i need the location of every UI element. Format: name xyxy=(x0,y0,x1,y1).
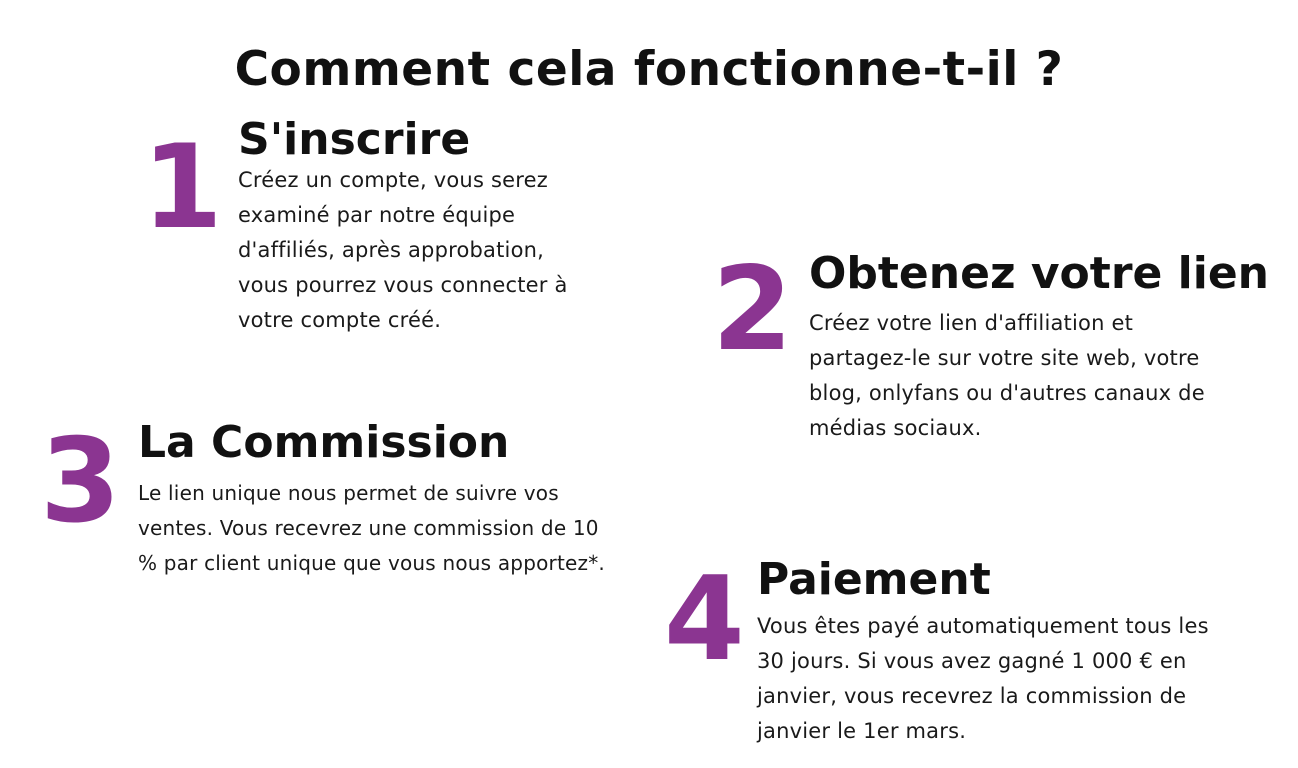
step-1-line: d'affiliés, après approbation, xyxy=(238,238,545,262)
step-2-line: médias sociaux. xyxy=(809,416,982,440)
step-4-description xyxy=(757,609,1209,749)
step-3-number: 3 xyxy=(40,414,121,549)
step-4-line: janvier, vous recevrez la commission de xyxy=(757,684,1187,708)
step-1-line: vous pourrez vous connecter à xyxy=(238,273,568,297)
step-1-line: Créez un compte, vous serez xyxy=(238,168,548,192)
step-4-line: janvier le 1er mars. xyxy=(757,719,967,743)
page-title: Comment cela fonctionne-t-il ? xyxy=(234,42,1064,97)
step-2-number: 2 xyxy=(712,242,793,377)
step-3-line: Le lien unique nous permet de suivre vos xyxy=(138,481,559,505)
step-4-number: 4 xyxy=(664,552,745,687)
step-1-line: votre compte créé. xyxy=(238,308,442,332)
step-1-description xyxy=(238,163,568,338)
step-1-number: 1 xyxy=(142,120,223,255)
step-1-line: examiné par notre équipe xyxy=(238,203,516,227)
step-2-line: Créez votre lien d'affiliation et xyxy=(809,311,1134,335)
step-2-line: partagez-le sur votre site web, votre xyxy=(809,346,1200,370)
step-3-title: La Commission xyxy=(138,417,510,468)
step-2-description xyxy=(809,306,1205,446)
step-2-line: blog, onlyfans ou d'autres canaux de xyxy=(809,381,1205,405)
step-2-title: Obtenez votre lien xyxy=(809,248,1270,299)
step-4-title: Paiement xyxy=(757,554,991,605)
step-1-title: S'inscrire xyxy=(238,114,471,165)
step-4-line: 30 jours. Si vous avez gagné 1 000 € en xyxy=(757,649,1187,673)
step-3-description xyxy=(138,476,605,581)
step-3-line: ventes. Vous recevrez une commission de 10 xyxy=(138,516,599,540)
step-3-line: % par client unique que vous nous apportez*. xyxy=(138,551,605,575)
step-4-line: Vous êtes payé automatiquement tous les xyxy=(757,614,1209,638)
